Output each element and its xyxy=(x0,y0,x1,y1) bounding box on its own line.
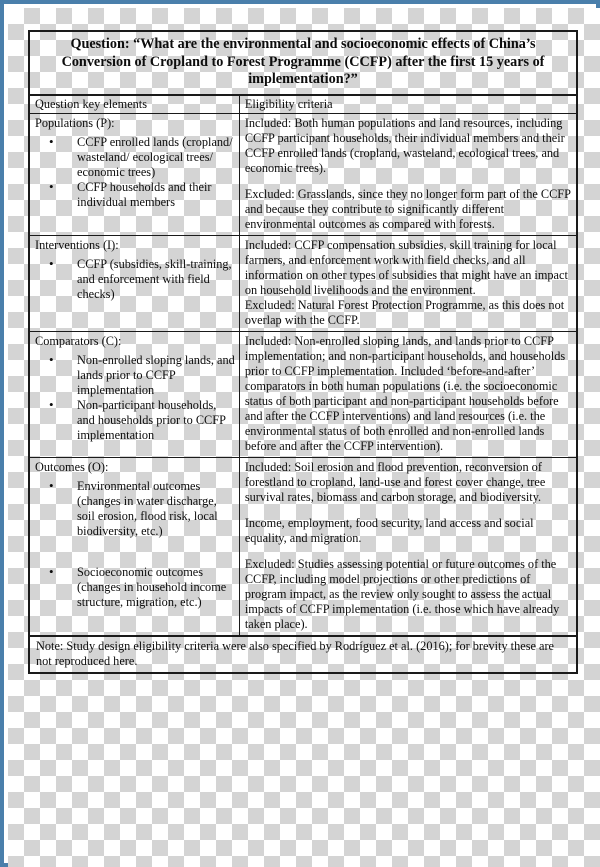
table-title: Question: “What are the environmental and socioeconomic effects of China’s Conversion of Cropland to Forest Programme (CCFP) after the first 15 years of implementation?” xyxy=(29,31,577,95)
list-item: • Non-enrolled sloping lands, and lands prior to CCFP implementation xyxy=(35,353,235,398)
cell-criteria-interventions xyxy=(239,235,577,331)
list-item: • Non-participant households, and households prior to CCFP implementation xyxy=(35,398,235,443)
element-label-outcomes: Outcomes (O): xyxy=(35,459,109,474)
cell-criteria-comparators xyxy=(239,331,577,457)
element-label-comparators: Comparators (C): xyxy=(35,333,122,348)
column-header-eligibility-criteria: Eligibility criteria xyxy=(239,95,577,114)
table-row-interventions xyxy=(29,235,577,331)
element-label-populations: Populations (P): xyxy=(35,115,115,130)
table-note: Note: Study design eligibility criteria were also specified by Rodríguez et al. (2016); for brevity these are not reproduced here. xyxy=(29,636,577,673)
list-item: • Socioeconomic outcomes (changes in household income structure, migration, etc.) xyxy=(35,565,235,610)
table-row-populations xyxy=(29,113,577,235)
element-label-interventions: Interventions (I): xyxy=(35,237,119,252)
table-title-row xyxy=(29,31,577,95)
list-item: • Environmental outcomes (changes in water discharge, soil erosion, flood risk, local biodiversity, etc.) xyxy=(35,479,235,539)
criteria-paragraph: Included: Non-enrolled sloping lands, and lands prior to CCFP implementation; and non-participant households, and households prior to CCFP implementation. Included ‘before-and-after’ comparators in both human populations (i.e. the socioeconomic status of both participant and non-participant households before and after the CCFP interventions) and land resources (i.e. the environmental status of both enrolled and non-enrolled lands before and after the CCFP intervention). xyxy=(244,333,566,453)
criteria-paragraph: Included: Both human populations and land resources, including CCFP participant households, their individual members and their CCFP enrolled lands (cropland, wasteland, ecological trees, and economic trees). xyxy=(244,115,565,175)
bullet-list-interventions xyxy=(35,257,235,302)
table-row-outcomes xyxy=(29,457,577,636)
cell-criteria-outcomes xyxy=(239,457,577,636)
criteria-paragraph: Included: CCFP compensation subsidies, skill training for local farmers, and enforcement work with field checks, and all information on other types of subsidies that might have an impact on household livelihoods and the environment. xyxy=(244,237,568,297)
bullet-list-comparators xyxy=(35,353,235,443)
criteria-paragraph: Included: Soil erosion and flood prevention, reconversion of forestland to cropland, land-use and forest cover change, tree survival rates, biomass and carbon storage, and biodiversity. xyxy=(244,459,546,504)
criteria-paragraph: Excluded: Grasslands, since they no longer form part of the CCFP and because they contribute to significantly different environmental outcomes as compared with forests. xyxy=(244,186,571,231)
list-item: • CCFP enrolled lands (cropland/ wasteland/ ecological trees/ economic trees) xyxy=(35,135,235,180)
criteria-paragraph: Income, employment, food security, land access and social equality, and migration. xyxy=(244,515,534,545)
bullet-list-populations xyxy=(35,135,235,210)
list-item: • CCFP (subsidies, skill-training, and enforcement with field checks) xyxy=(35,257,235,302)
criteria-paragraph: Excluded: Studies assessing potential or future outcomes of the CCFP, including model projections or other predictions of program impact, as the review only sought to assess the actual impacts of CCFP implementation (i.e. those which have already taken place). xyxy=(244,556,560,631)
cell-key-elements-populations xyxy=(29,113,239,235)
criteria-paragraph: Excluded: Natural Forest Protection Programme, as this does not overlap with the CCFP. xyxy=(244,297,565,327)
list-item: • CCFP households and their individual members xyxy=(35,180,235,210)
cell-key-elements-interventions xyxy=(29,235,239,331)
table-row-comparators xyxy=(29,331,577,457)
bullet-list-outcomes xyxy=(35,479,235,610)
eligibility-criteria-table xyxy=(28,30,578,674)
column-header-question-key-elements: Question key elements xyxy=(29,95,239,114)
cell-key-elements-comparators xyxy=(29,331,239,457)
table-header-row xyxy=(29,95,577,114)
cell-key-elements-outcomes xyxy=(29,457,239,636)
table-body xyxy=(29,31,577,673)
cell-criteria-populations xyxy=(239,113,577,235)
table-note-row xyxy=(29,636,577,673)
